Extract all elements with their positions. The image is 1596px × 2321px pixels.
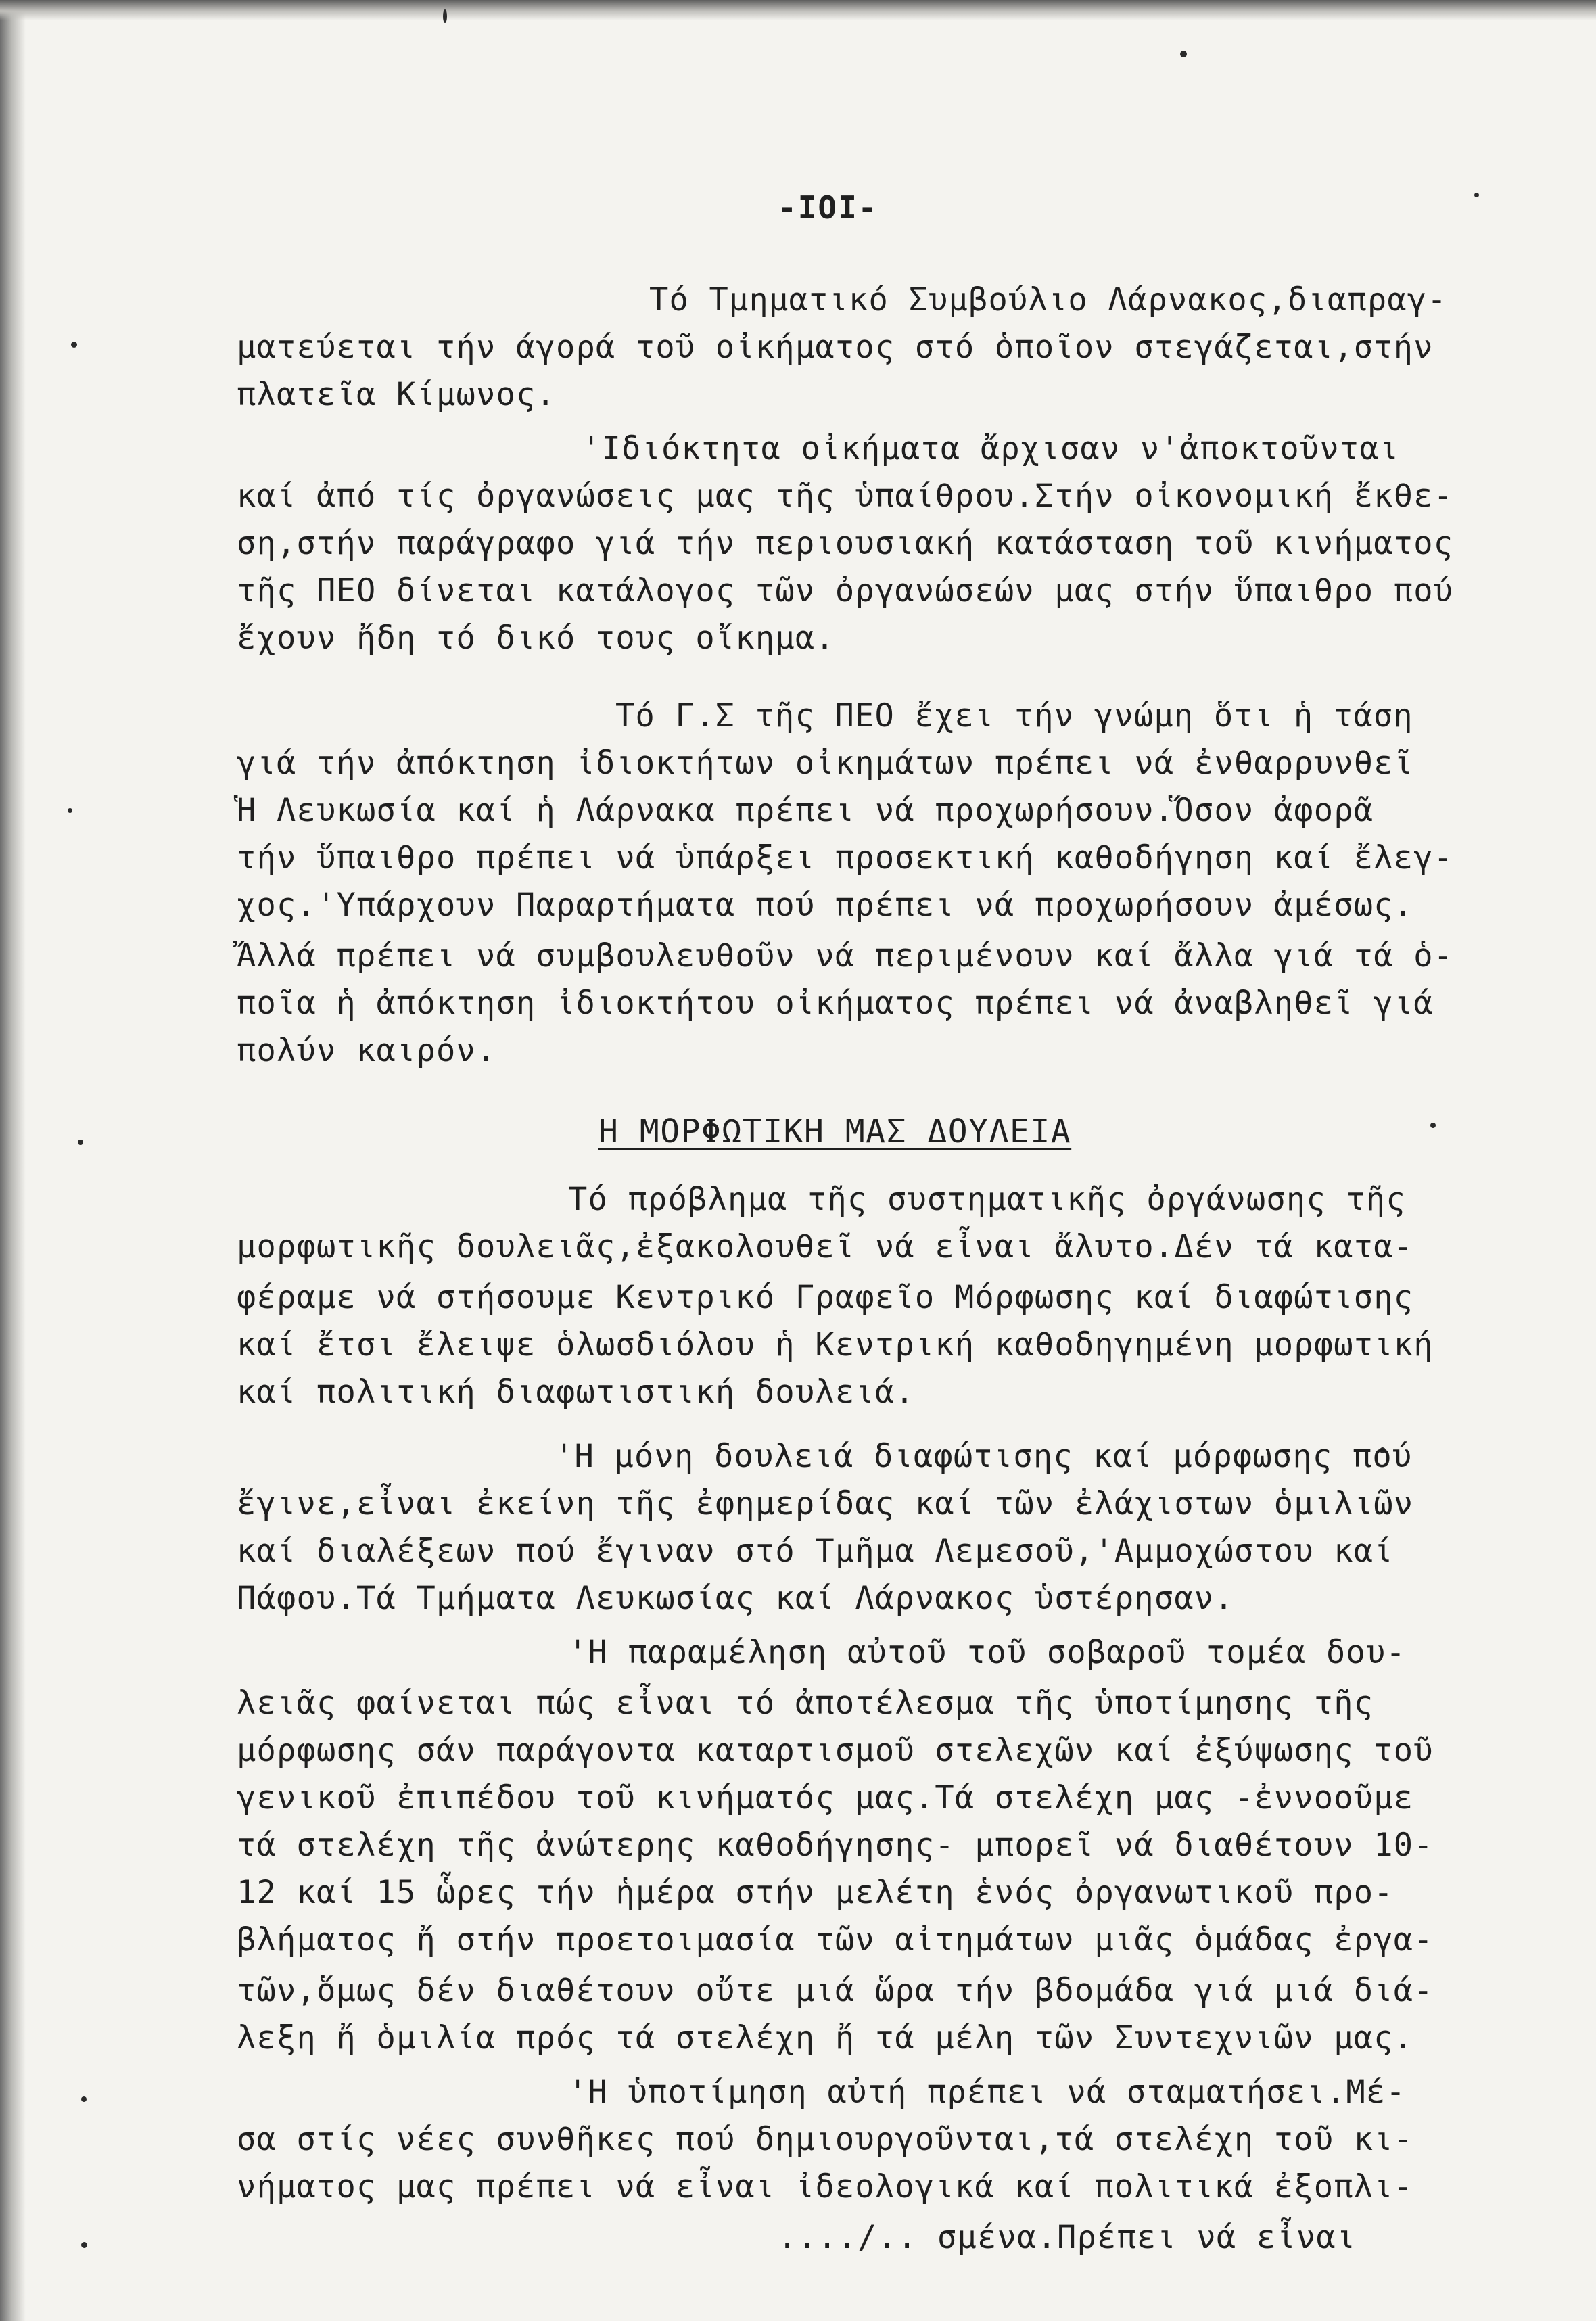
text-line: ..../.. σμένα.Πρέπει νά εἶναι xyxy=(778,2219,1357,2256)
text-line: ἔγινε,εἶναι ἐκείνη τῆς ἐφημερίδας καί τῶν ἐλάχιστων ὁμιλιῶν xyxy=(237,1485,1414,1522)
scan-edge-left xyxy=(0,0,26,2321)
text-line: τῆς ΠΕΟ δίνεται κατάλογος τῶν ὀργανώσεών μας στήν ὕπαιθρο πού xyxy=(237,572,1454,609)
text-line: λειᾶς φαίνεται πώς εἶναι τό ἀποτέλεσμα τῆς ὑποτίμησης τῆς xyxy=(237,1685,1374,1722)
text-line: πλατεῖα Κίμωνος. xyxy=(237,376,556,413)
scan-speck xyxy=(1430,1123,1436,1128)
text-line: ἔχουν ἤδη τό δικό τους οἴκημα. xyxy=(237,619,835,657)
text-line: μορφωτικῆς δουλειᾶς,ἐξακολουθεῖ νά εἶναι ἄλυτο.Δέν τά κατα- xyxy=(237,1228,1414,1265)
text-line: 12 καί 15 ὧρες τήν ἡμέρα στήν μελέτη ἑνός ὀργανωτικοῦ προ- xyxy=(237,1874,1394,1911)
text-line: Τό Γ.Σ τῆς ΠΕΟ ἔχει τήν γνώμη ὅτι ἡ τάση xyxy=(615,697,1413,734)
text-line: Τό πρόβλημα τῆς συστηματικῆς ὀργάνωσης τῆς xyxy=(568,1181,1406,1218)
scan-speck xyxy=(81,2242,87,2248)
scan-speck xyxy=(71,342,77,348)
text-line: γιά τήν ἀπόκτηση ἰδιοκτήτων οἰκημάτων πρέπει νά ἐνθαρρυνθεῖ xyxy=(237,745,1414,782)
text-line: τά στελέχη τῆς ἀνώτερης καθοδήγησης- μπορεῖ νά διαθέτουν 10- xyxy=(237,1827,1434,1864)
text-line: ση,στήν παράγραφο γιά τήν περιουσιακή κατάσταση τοῦ κινήματος xyxy=(237,525,1454,562)
text-line: γενικοῦ ἐπιπέδου τοῦ κινήματός μας.Τά στελέχη μας -ἐννοοῦμε xyxy=(237,1779,1414,1816)
text-line: καί πολιτική διαφωτιστική δουλειά. xyxy=(237,1374,915,1411)
text-line: καί διαλέξεων πού ἔγιναν στό Τμῆμα Λεμεσοῦ,'Αμμοχώστου καί xyxy=(237,1532,1394,1570)
text-line: φέραμε νά στήσουμε Κεντρικό Γραφεῖο Μόρφωσης καί διαφώτισης xyxy=(237,1279,1414,1316)
scan-speck xyxy=(81,2096,87,2102)
text-line: τῶν,ὅμως δέν διαθέτουν οὔτε μιά ὥρα τήν βδομάδα γιά μιά διά- xyxy=(237,1972,1434,2009)
text-line: Ἡ Λευκωσία καί ἡ Λάρνακα πρέπει νά προχωρήσουν.Ὅσον ἀφορᾶ xyxy=(237,792,1374,829)
text-line: τήν ὕπαιθρο πρέπει νά ὑπάρξει προσεκτική καθοδήγηση καί ἔλεγ- xyxy=(237,839,1454,876)
text-line: 'Η μόνη δουλειά διαφώτισης καί μόρφωσης πού xyxy=(555,1438,1413,1475)
scan-edge-top xyxy=(0,0,1596,20)
text-line: Πάφου.Τά Τμήματα Λευκωσίας καί Λάρνακος ὑστέρησαν. xyxy=(237,1580,1234,1617)
text-line: λεξη ἤ ὁμιλία πρός τά στελέχη ἤ τά μέλη τῶν Συντεχνιῶν μας. xyxy=(237,2019,1414,2057)
text-line: σα στίς νέες συνθῆκες πού δημιουργοῦνται,τά στελέχη τοῦ κι- xyxy=(237,2121,1414,2158)
text-line: Τό Τμηματικό Συμβούλιο Λάρνακος,διαπραγ- xyxy=(649,281,1447,319)
text-line: καί ἔτσι ἔλειψε ὁλωσδιόλου ἡ Κεντρική καθοδηγημένη μορφωτική xyxy=(237,1326,1434,1363)
scan-speck xyxy=(78,1140,83,1145)
section-heading: Η ΜΟΡΦΩΤΙΚΗ ΜΑΣ ΔΟΥΛΕΙΑ xyxy=(598,1112,1072,1150)
text-line: χος.'Υπάρχουν Παραρτήματα πού πρέπει νά προχωρήσουν ἀμέσως. xyxy=(237,887,1414,924)
text-line: ματεύεται τήν άγορά τοῦ οἰκήματος στό ὁποῖον στεγάζεται,στήν xyxy=(237,329,1434,366)
scan-speck xyxy=(1474,193,1479,197)
text-line: πολύν καιρόν. xyxy=(237,1032,496,1069)
scan-speck xyxy=(443,9,447,23)
text-line: 'Ιδιόκτητα οἰκήματα ἄρχισαν ν'ἀποκτοῦνται xyxy=(582,430,1400,467)
text-line: νήματος μας πρέπει νά εἶναι ἰδεολογικά καί πολιτικά ἐξοπλι- xyxy=(237,2168,1414,2205)
text-line: 'Η παραμέληση αὐτοῦ τοῦ σοβαροῦ τομέα δου- xyxy=(568,1634,1406,1671)
text-line: καί ἀπό τίς ὀργανώσεις μας τῆς ὑπαίθρου.Στήν οἰκονομική ἔκθε- xyxy=(237,477,1454,515)
scan-speck xyxy=(1180,51,1187,57)
scan-speck xyxy=(68,808,72,813)
text-line: 'Η ὑποτίμηση αὐτή πρέπει νά σταματήσει.Μέ- xyxy=(568,2073,1406,2111)
page-number: -IOI- xyxy=(778,189,878,226)
text-line: μόρφωσης σάν παράγοντα καταρτισμοῦ στελεχῶν καί ἐξύψωσης τοῦ xyxy=(237,1732,1434,1769)
text-line: ποῖα ἡ ἀπόκτηση ἰδιοκτήτου οἰκήματος πρέπει νά ἀναβληθεῖ γιά xyxy=(237,985,1434,1022)
text-line: βλήματος ἤ στήν προετοιμασία τῶν αἰτημάτων μιᾶς ὁμάδας ἐργα- xyxy=(237,1921,1434,1959)
text-line: Ἄλλά πρέπει νά συμβουλευθοῦν νά περιμένουν καί ἄλλα γιά τά ὁ- xyxy=(237,937,1454,975)
